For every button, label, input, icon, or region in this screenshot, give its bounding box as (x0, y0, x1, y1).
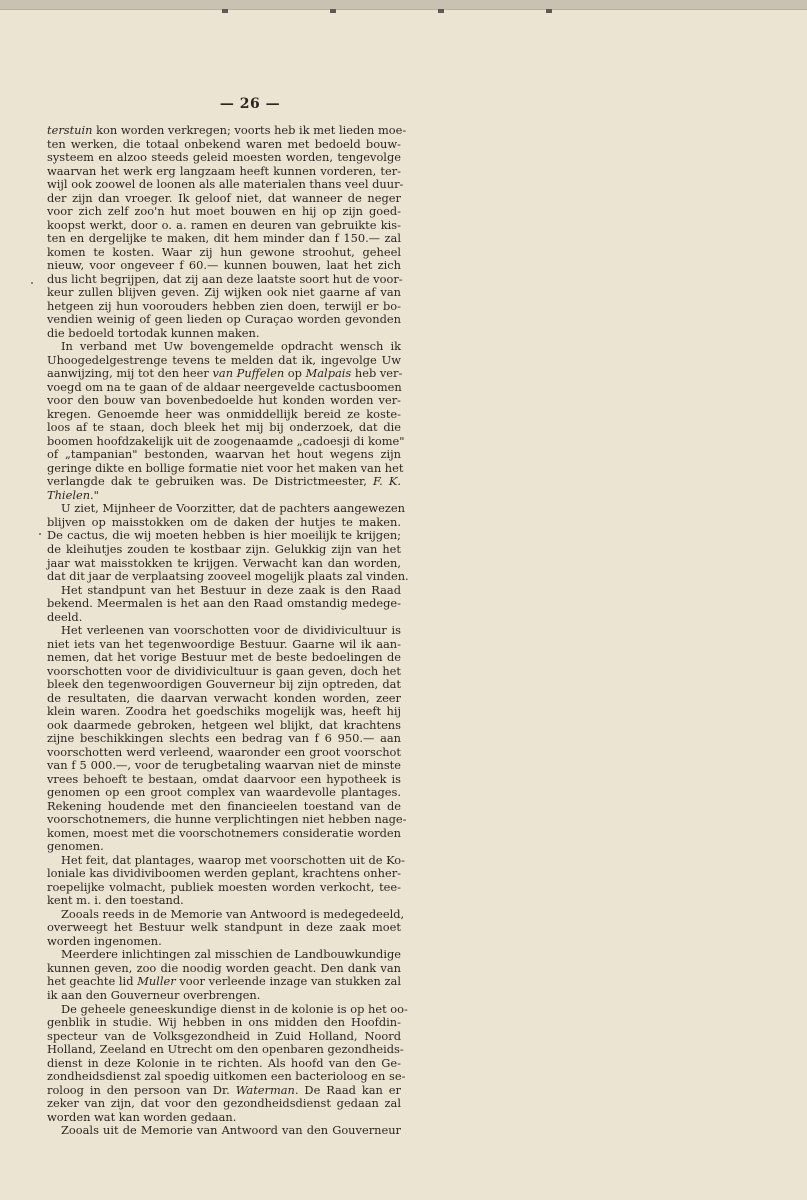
text-line: In verband met Uw bovengemelde opdracht wensch ik (61, 339, 401, 354)
text-line: voorschotten voor de dividivicultuur is gaan geven, doch het (47, 663, 401, 678)
text-line: geringe dikte en bollige formatie niet voor het maken van het (47, 460, 404, 475)
text-line: de resultaten, die daarvan verwacht konden worden, zeer (47, 690, 401, 705)
text-line: loniale kas dividiviboomen werden geplant, krachtens onher- (47, 866, 401, 881)
text-line: deeld. (47, 609, 83, 624)
text-line: keur zullen blijven geven. Zij wijken ook niet gaarne af van (47, 285, 401, 300)
text-line: voor den bouw van bovenbedoelde hut konden worden ver- (47, 393, 401, 408)
text-line: genblik in studie. Wij hebben in ons midden den Hoofdin- (47, 1015, 401, 1030)
text-line: Zooals reeds in de Memorie van Antwoord is medegedeeld, (61, 906, 405, 921)
text-line: zondheidsdienst zal spoedig uitkomen een bacterioloog en se- (47, 1069, 406, 1084)
text-line: genomen op een groot complex van waardevolle plantages. (47, 785, 401, 800)
text-line: voorschotnemers, die hunne verplichtingen niet hebben nage- (47, 812, 407, 827)
text-line: voegd om na te gaan of de aldaar neergevelde cactusboomen (47, 379, 402, 394)
text-line: Meerdere inlichtingen zal misschien de Landbouwkundige (61, 947, 401, 962)
text-line: U ziet, Mijnheer de Voorzitter, dat de pachters aangewezen (61, 501, 405, 516)
text-line: Holland, Zeeland en Utrecht om den openbaren gezondheids- (47, 1042, 404, 1057)
text-line: komen te kosten. Waar zij hun gewone stroohut, geheel (47, 244, 401, 259)
text-line: het geachte lid Muller voor verleende inzage van stukken zal (47, 974, 401, 989)
margin-speck (39, 533, 41, 535)
text-line: dus licht begrijpen, dat zij aan deze laatste soort hut de voor- (47, 271, 403, 286)
text-line: aanwijzing, mij tot den heer van Puffelen op Malpais heb ver- (47, 366, 403, 381)
text-line: verlangde dak te gebruiken was. De Districtmeester, F. K. (47, 474, 402, 489)
scan-top-edge (0, 0, 807, 10)
text-line: kent m. i. den toestand. (47, 893, 184, 908)
text-line: ten werken, die totaal onbekend waren met bedoeld bouw- (47, 136, 401, 151)
text-line: ten en dergelijke te maken, dit hem minder dan f 150.— zal (47, 231, 401, 246)
text-line: hetgeen zij hun voorouders hebben zien doen, terwijl er bo- (47, 298, 401, 313)
text-line: genomen. (47, 839, 104, 854)
text-line: dienst in deze Kolonie in te richten. Als hoofd van den Ge- (47, 1055, 401, 1070)
text-line: Het standpunt van het Bestuur in deze zaak is den Raad (61, 582, 401, 597)
text-line: komen, moest met die voorschotnemers consideratie worden (47, 825, 401, 840)
text-line: bekend. Meermalen is het aan den Raad omstandig medege- (47, 596, 401, 611)
text-line: vendien weinig of geen lieden op Curaçao worden gevonden (47, 312, 401, 327)
text-line: voorschotten werd verleend, waaronder een groot voorschot (47, 744, 401, 759)
text-line: roepelijke volmacht, publiek moesten worden verkocht, tee- (47, 879, 401, 894)
text-line: die bedoeld tortodak kunnen maken. (47, 325, 260, 340)
scan-mark (330, 9, 336, 13)
text-line: waarvan het werk erg langzaam heeft kunnen vorderen, ter- (47, 163, 401, 178)
text-line: jaar wat maisstokken te krijgen. Verwacht kan dan worden, (47, 555, 401, 570)
page-number: — 26 — (219, 96, 281, 112)
text-line: der zijn dan vroeger. Ik geloof niet, dat wanneer de neger (47, 190, 401, 205)
text-line: roloog in den persoon van Dr. Waterman. De Raad kan er (47, 1082, 401, 1097)
scan-mark (438, 9, 444, 13)
text-line: voor zich zelf zoo'n hut moet bouwen en hij op zijn goed- (47, 204, 401, 219)
text-line: worden ingenomen. (47, 933, 162, 948)
text-line: overweegt het Bestuur welk standpunt in deze zaak moet (47, 920, 401, 935)
text-line: boomen hoofdzakelijk uit de zoogenaamde „cadoesji di kome" (47, 433, 405, 448)
text-line: loos af te staan, doch bleek het mij bij onderzoek, dat die (47, 420, 401, 435)
text-line: klein waren. Zoodra het goedschiks mogelijk was, heeft hij (47, 704, 401, 719)
text-line: worden wat kan worden gedaan. (47, 1109, 237, 1124)
text-line: nemen, dat het vorige Bestuur met de beste bedoelingen de (47, 650, 401, 665)
text-line: de kleihutjes zouden te kostbaar zijn. Gelukkig zijn van het (47, 541, 401, 556)
text-line: De cactus, die wij moeten hebben is hier moeilijk te krijgen; (47, 528, 401, 543)
text-line: of „tampanian" bestonden, waarvan het hout wegens zijn (47, 447, 401, 462)
text-line: Rekening houdende met den financieelen toestand van de (47, 798, 401, 813)
scan-mark (222, 9, 228, 13)
text-line: bleek den tegenwoordigen Gouverneur bij zijn optreden, dat (47, 677, 401, 692)
text-line: kregen. Genoemde heer was onmiddellijk bereid ze koste- (47, 406, 401, 421)
text-line: De geheele geneeskundige dienst in de kolonie is op het oo- (61, 1001, 408, 1016)
text-line: kunnen geven, zoo die noodig worden geacht. Den dank van (47, 960, 401, 975)
text-line: Het verleenen van voorschotten voor de dividivicultuur is (61, 623, 401, 638)
scan-mark (546, 9, 552, 13)
text-line: Thielen." (47, 487, 99, 502)
text-line: specteur van de Volksgezondheid in Zuid Holland, Noord (47, 1028, 401, 1043)
text-line: ook daarmede gebroken, hetgeen wel blijkt, dat krachtens (47, 717, 401, 732)
text-line: dat dit jaar de verplaatsing zooveel mogelijk plaats zal vinden. (47, 569, 409, 584)
text-line: Het feit, dat plantages, waarop met voorschotten uit de Ko- (61, 852, 406, 867)
text-line: vrees behoeft te bestaan, omdat daarvoor een hypotheek is (47, 771, 401, 786)
margin-speck (31, 282, 33, 284)
text-line: zeker van zijn, dat voor den gezondheidsdienst gedaan zal (47, 1096, 401, 1111)
text-line: ik aan den Gouverneur overbrengen. (47, 988, 261, 1002)
text-line: systeem en alzoo steeds geleid moesten worden, tengevolge (47, 150, 401, 165)
text-line: blijven op maisstokken om de daken der hutjes te maken. (47, 514, 401, 529)
text-line: wijl ook zoowel de loonen als alle materialen thans veel duur- (47, 177, 404, 192)
text-line: Zooals uit de Memorie van Antwoord van den Gouverneur (61, 1123, 401, 1138)
text-line: koopst werkt, door o. a. ramen en deuren van gebruikte kis- (47, 217, 401, 232)
text-line: Uhoogedelgestrenge tevens te melden dat ik, ingevolge Uw (47, 352, 401, 367)
text-line: niet iets van het tegenwoordige Bestuur. Gaarne wil ik aan- (47, 636, 401, 651)
body-text-column (47, 123, 409, 1138)
text-line: van f 5 000.—, voor de terugbetaling waarvan niet de minste (47, 758, 401, 773)
text-line: terstuin kon worden verkregen; voorts heb ik met lieden moe- (47, 123, 407, 137)
text-line: zijne beschikkingen slechts een bedrag van f 6 950.— aan (47, 731, 401, 746)
text-line: nieuw, voor ongeveer f 60.— kunnen bouwen, laat het zich (47, 258, 401, 273)
